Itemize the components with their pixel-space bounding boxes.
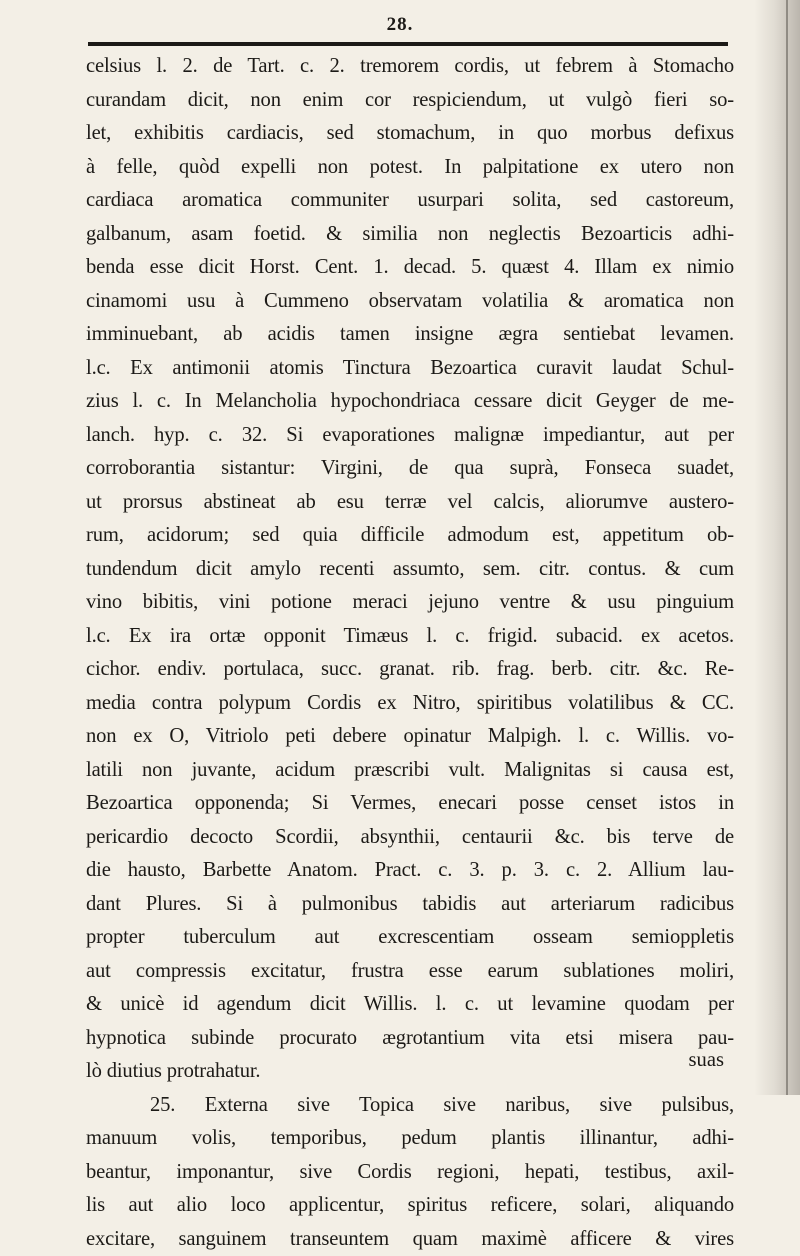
text-line: à felle, quòd expelli non potest. In palpitatione ex utero non xyxy=(86,151,734,185)
page-edge-line xyxy=(786,0,788,1095)
text-line: curandam dicit, non enim cor respiciendum, ut vulgò fieri so- xyxy=(86,84,734,118)
text-line: cinamomi usu à Cummeno observatam volatilia & aromatica non xyxy=(86,285,734,319)
text-line: tundendum dicit amylo recenti assumto, sem. citr. contus. & cum xyxy=(86,553,734,587)
text-line: galbanum, asam foetid. & similia non neglectis Bezoarticis adhi- xyxy=(86,218,734,252)
text-line: zius l. c. In Melancholia hypochondriaca cessare dicit Geyger de me- xyxy=(86,385,734,419)
text-line: l.c. Ex antimonii atomis Tinctura Bezoartica curavit laudat Schul- xyxy=(86,352,734,386)
text-line: beantur, imponantur, sive Cordis regioni, hepati, testibus, axil- xyxy=(86,1156,734,1190)
text-line: vino bibitis, vini potione meraci jejuno ventre & usu pinguium xyxy=(86,586,734,620)
header-rule xyxy=(88,42,728,46)
text-line: cardiaca aromatica communiter usurpari solita, sed castoreum, xyxy=(86,184,734,218)
text-line: hypnotica subinde procurato ægrotantium vita etsi misera pau- xyxy=(86,1022,734,1056)
text-line: benda esse dicit Horst. Cent. 1. decad. 5. quæst 4. Illam ex nimio xyxy=(86,251,734,285)
page-edge-shadow xyxy=(754,0,800,1095)
text-line: manuum volis, temporibus, pedum plantis illinantur, adhi- xyxy=(86,1122,734,1156)
text-line: l.c. Ex ira ortæ opponit Timæus l. c. frigid. subacid. ex acetos. xyxy=(86,620,734,654)
text-line: pericardio decocto Scordii, absynthii, centaurii &c. bis terve de xyxy=(86,821,734,855)
text-line: non ex O, Vitriolo peti debere opinatur Malpigh. l. c. Willis. vo- xyxy=(86,720,734,754)
section-heading-line: 25. Externa sive Topica sive naribus, sive pulsibus, xyxy=(86,1089,734,1123)
catchword: suas xyxy=(640,1049,724,1072)
text-line: lò diutius protrahatur. xyxy=(86,1055,734,1089)
text-line: & unicè id agendum dicit Willis. l. c. ut levamine quodam per xyxy=(86,988,734,1022)
text-line: celsius l. 2. de Tart. c. 2. tremorem cordis, ut febrem à Stomacho xyxy=(86,50,734,84)
page-number: 28. xyxy=(0,14,800,36)
text-line: lanch. hyp. c. 32. Si evaporationes malignæ impediantur, aut per xyxy=(86,419,734,453)
text-line: media contra polypum Cordis ex Nitro, spiritibus volatilibus & CC. xyxy=(86,687,734,721)
text-line: cichor. endiv. portulaca, succ. granat. rib. frag. berb. citr. &c. Re- xyxy=(86,653,734,687)
text-line: propter tuberculum aut excrescentiam osseam semioppletis xyxy=(86,921,734,955)
text-line: dant Plures. Si à pulmonibus tabidis aut arteriarum radicibus xyxy=(86,888,734,922)
text-line: lis aut alio loco applicentur, spiritus reficere, solari, aliquando xyxy=(86,1189,734,1223)
text-line: latili non juvante, acidum præscribi vult. Malignitas si causa est, xyxy=(86,754,734,788)
body-text xyxy=(86,50,734,1256)
text-line: aut compressis excitatur, frustra esse earum sublationes moliri, xyxy=(86,955,734,989)
text-line: die hausto, Barbette Anatom. Pract. c. 3. p. 3. c. 2. Allium lau- xyxy=(86,854,734,888)
text-line: rum, acidorum; sed quia difficile admodum est, appetitum ob- xyxy=(86,519,734,553)
text-line: Bezoartica opponenda; Si Vermes, enecari posse censet istos in xyxy=(86,787,734,821)
text-line: let, exhibitis cardiacis, sed stomachum, in quo morbus defixus xyxy=(86,117,734,151)
text-line: ut prorsus abstineat ab esu terræ vel calcis, aliorumve austero- xyxy=(86,486,734,520)
text-line: imminuebant, ab acidis tamen insigne ægra sentiebat levamen. xyxy=(86,318,734,352)
text-line: excitare, sanguinem transeuntem quam maximè afficere & vires xyxy=(86,1223,734,1256)
text-line: corroborantia sistantur: Virgini, de qua suprà, Fonseca suadet, xyxy=(86,452,734,486)
